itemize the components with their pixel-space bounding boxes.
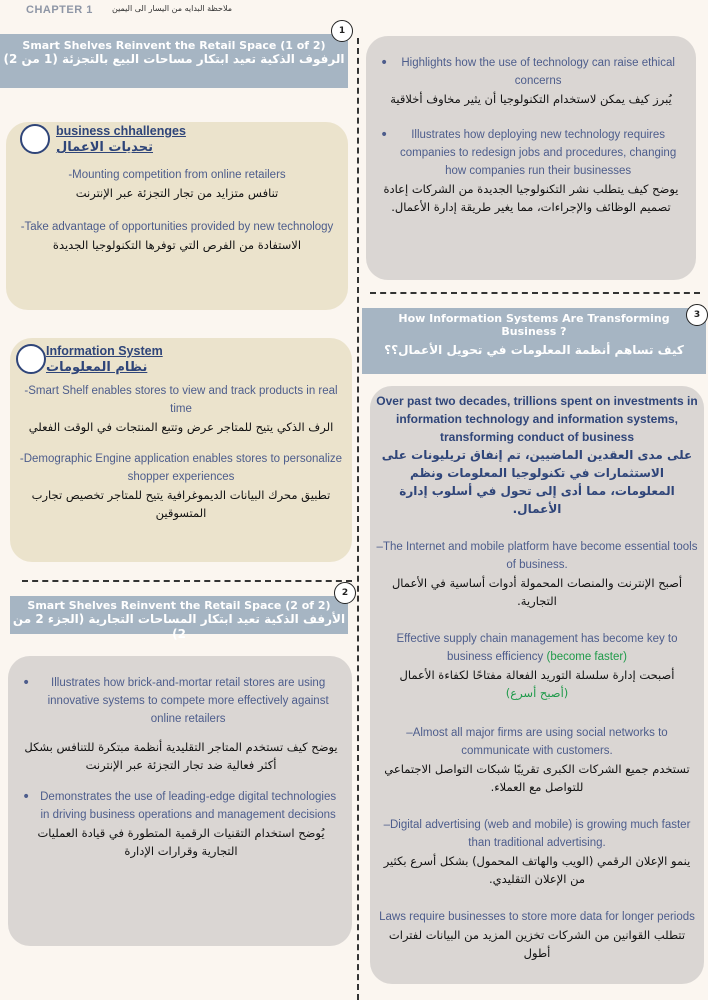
section3-number: 3: [693, 310, 701, 320]
section3-p4-ar: ينمو الإعلان الرقمي (الويب والهاتف المحمول) بشكل أسرع بكثير من الإعلان التقليدي.: [383, 854, 691, 886]
section2-item-1-ar: يوضح كيف تستخدم المتاجر التقليدية أنظمة مبتكرة للتنافس بشكل أكثر فعالية ضد تجار التجزئة عبر الإنترنت: [24, 740, 338, 772]
info-item-1-en: -Smart Shelf enables stores to view and track products in real time: [24, 385, 338, 415]
right-bullet-1: [380, 54, 682, 90]
right-item-2-en: Illustrates how deploying new technology requires companies to redesign jobs and procedures, changing how companies run their businesses: [400, 129, 677, 177]
section3-p2-ar: أصبحت إدارة سلسلة التوريد الفعالة مفتاحًا لكفاءة الأعمال: [399, 668, 675, 682]
challenge-2-en: -Take advantage of opportunities provided by new technology: [20, 221, 334, 233]
section3-p2-en: [376, 630, 698, 666]
chapter-label: CHAPTER 1: [26, 4, 93, 16]
section3-p1-en: –The Internet and mobile platform have become essential tools of business.: [376, 541, 698, 571]
section2-item-1-en: Illustrates how brick-and-mortar retail stores are using innovative systems to compete more effectively against online retailers: [47, 677, 329, 725]
section3-p3-ar: تستخدم جميع الشركات الكبرى تقريبًا شبكات التواصل الاجتماعي للتواصل مع العملاء.: [384, 762, 690, 794]
section3-p2-ar-green: (أصبح أسرع): [505, 686, 569, 700]
section3-p2-en-green: (become faster): [546, 651, 628, 663]
section3-p1-ar: أصبح الإنترنت والمنصات المحمولة أدوات أساسية في الأعمال التجارية.: [391, 576, 683, 608]
right-item-2-ar: يوضح كيف يتطلب نشر التكنولوجيا الجديدة من الشركات إعادة تصميم الوظائف والإجراءات، مما يغير طريقة إدارة الأعمال.: [383, 182, 679, 214]
info-system-card: [10, 338, 352, 562]
section3-intro-en: Over past two decades, trillions spent on investments in information technology and information systems, transforming conduct of business: [376, 394, 698, 444]
bullet-dot: •: [22, 675, 31, 691]
section2-item-2-en: Demonstrates the use of leading-edge digital technologies in driving business operations and management decisions: [40, 791, 337, 821]
section3-p5-en: Laws require businesses to store more data for longer periods: [379, 911, 695, 923]
right-top-card: [366, 36, 696, 280]
section3-banner: [362, 308, 706, 374]
challenge-1-en: -Mounting competition from online retailers: [68, 169, 286, 181]
section1-title-en: Smart Shelves Reinvent the Retail Space (1 of 2): [22, 39, 326, 52]
info-item-2-en: -Demographic Engine application enables stores to personalize shopper experiences: [19, 453, 343, 483]
section2-title-ar: الأرفف الذكية تعيد ابتكار المساحات التجارية (الجزء 2 من 2): [12, 612, 346, 641]
section3-p2-en-main: Effective supply chain management has become key to business efficiency: [396, 633, 678, 663]
section2-number-badge: [334, 582, 356, 604]
right-item-1-en: Highlights how the use of technology can raise ethical concerns: [401, 57, 675, 87]
bullet-dot: •: [22, 789, 31, 805]
section2-title-en: Smart Shelves Reinvent the Retail Space (2 of 2): [27, 599, 331, 612]
challenge-1-ar: تنافس متزايد من تجار التجزئة عبر الإنترنت: [75, 186, 279, 200]
challenges-card: [6, 122, 348, 310]
vertical-divider: [357, 38, 359, 1000]
section1-number-badge: [331, 20, 353, 42]
info-item-1-ar: الرف الذكي يتيح للمتاجر عرض وتتبع المنتجات في الوقت الفعلي: [28, 420, 334, 434]
info-system-heading-en: Information System: [46, 344, 163, 358]
challenge-2-ar: الاستفادة من الفرص التي توفرها التكنولوجيا الجديدة: [52, 238, 302, 252]
challenges-heading-ar: تحديات الاعمال: [56, 140, 154, 155]
info-item-2-ar: تطبيق محرك البيانات الديموغرافية يتيح للمتاجر تخصيص تجارب المتسوقين: [31, 488, 331, 520]
section2-bullet-2: [22, 788, 340, 824]
challenges-heading-en: business chhallenges: [56, 124, 186, 138]
section3-title-en: How Information Systems Are Transforming Business ?: [398, 312, 670, 338]
challenges-circle-icon: [20, 124, 50, 154]
section1-number: 1: [338, 26, 346, 36]
section3-title-ar: كيف تساهم أنظمة المعلومات في تحويل الأعمال؟؟: [384, 343, 684, 357]
info-system-heading-ar: نظام المعلومات: [46, 360, 148, 375]
section3-card: [370, 386, 704, 984]
bullet-dot: •: [380, 55, 389, 71]
section2-bullet-1: [22, 674, 340, 728]
reading-direction-note: ملاحظة البدايه من اليسار الى اليمين: [112, 4, 232, 13]
section2-item-2-ar: يُوضح استخدام التقنيات الرقمية المتطورة في قيادة العمليات التجارية وقرارات الإدارة: [37, 826, 325, 858]
section1-banner: [0, 34, 348, 88]
info-system-circle-icon: [16, 344, 46, 374]
section1-title-ar: الرفوف الذكية تعيد ابتكار مساحات البيع بالتجزئة (1 من 2): [3, 52, 345, 66]
left-dashed-separator: [22, 580, 352, 582]
section2-number: 2: [341, 588, 349, 598]
section3-number-badge: [686, 304, 708, 326]
right-dashed-separator: [370, 292, 700, 294]
section2-card: [8, 656, 352, 946]
section3-p3-en: –Almost all major firms are using social networks to communicate with customers.: [406, 727, 668, 757]
bullet-dot: •: [380, 127, 389, 143]
section3-intro-ar: على مدى العقدين الماضيين، تم إنفاق تريليونات على الاستثمارات في تكنولوجيا المعلومات ونظم المعلومات، مما أدى إلى تحول في أسلوب إدارة الأعمال.: [381, 448, 693, 516]
section3-p5-ar: تتطلب القوانين من الشركات تخزين المزيد من البيانات لفترات أطول: [388, 928, 686, 960]
section3-p4-en: –Digital advertising (web and mobile) is growing much faster than traditional advertising.: [383, 819, 691, 849]
right-item-1-ar: يُبرز كيف يمكن لاستخدام التكنولوجيا أن يثير مخاوف أخلاقية: [390, 92, 672, 106]
right-bullet-2: [380, 126, 682, 180]
section2-banner: [10, 596, 348, 641]
